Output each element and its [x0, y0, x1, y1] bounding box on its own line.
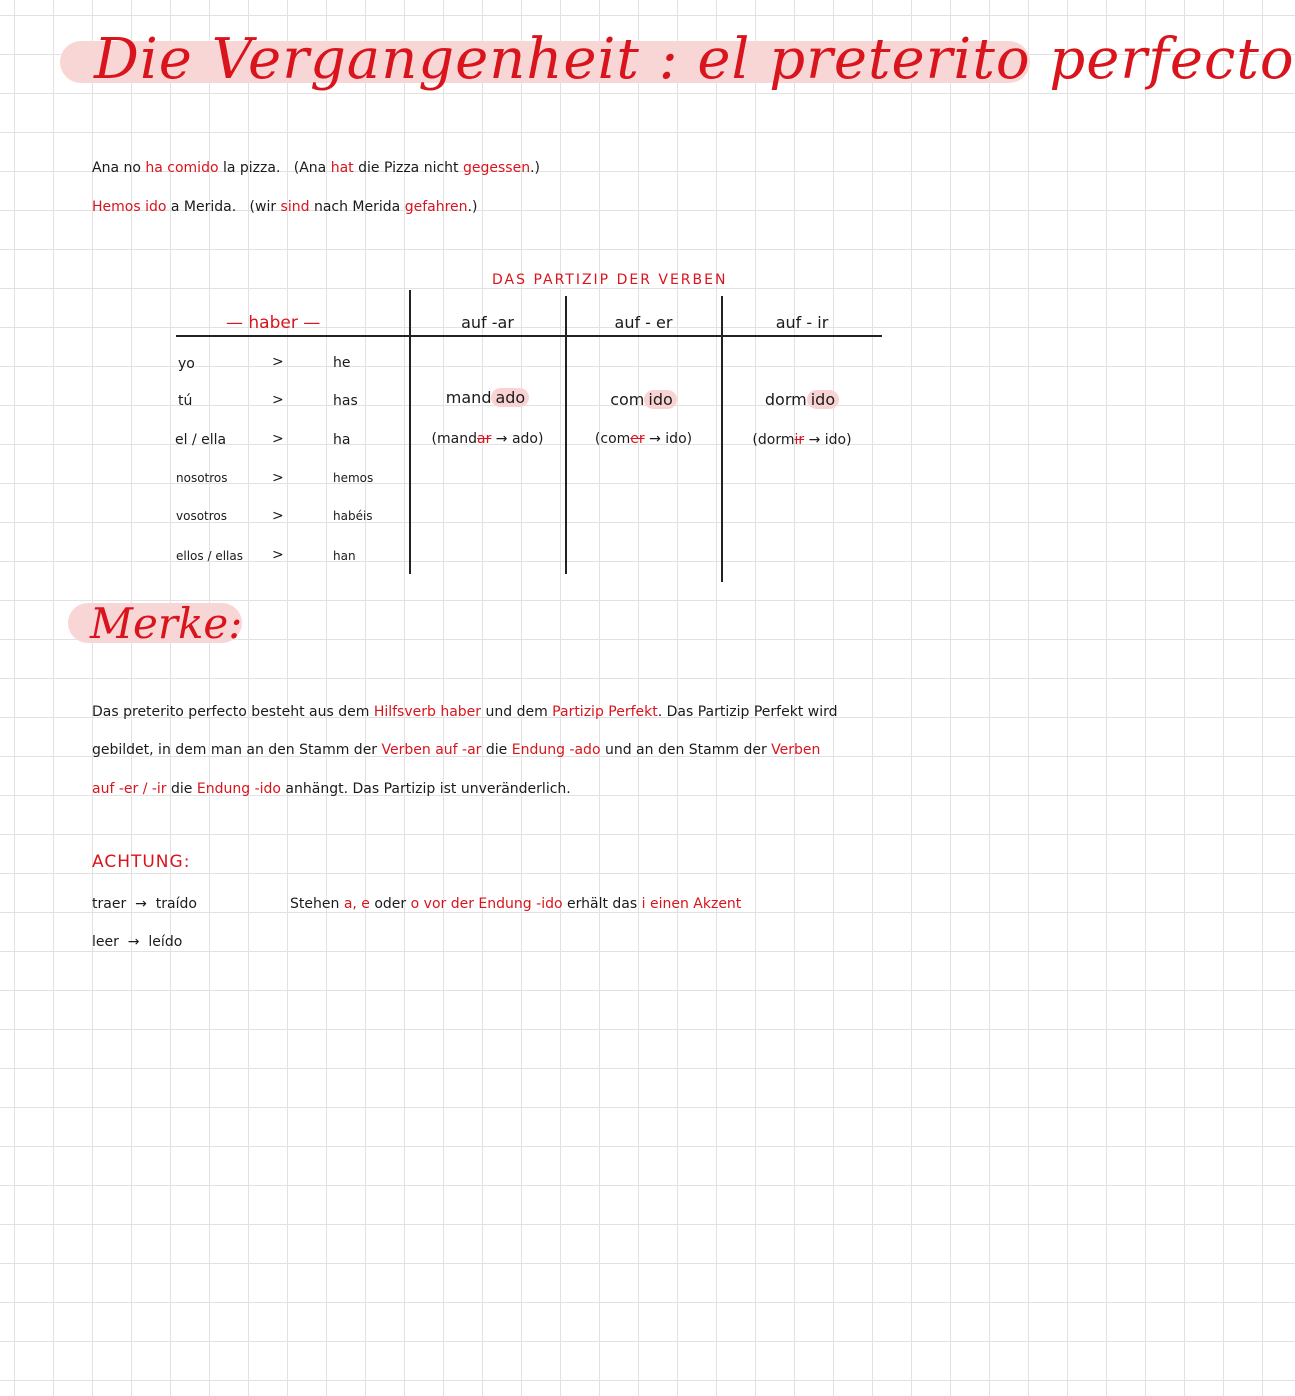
haber-form: han: [333, 549, 356, 563]
pronoun: tú: [178, 393, 193, 409]
rule-keyword: i: [641, 896, 646, 912]
merke-keyword: Verben: [771, 742, 821, 758]
achtung-rule: [290, 896, 741, 912]
example-text: a Merida.: [166, 199, 237, 215]
pronoun: vosotros: [176, 509, 228, 523]
rule-ir: [722, 432, 882, 448]
rule-text: erhält das: [562, 896, 642, 912]
haber-header: — haber —: [226, 313, 321, 333]
haber-form: habéis: [333, 509, 373, 523]
translation-text: (Ana: [293, 160, 331, 176]
participle-ending: ido: [644, 390, 676, 409]
participle-er: [566, 390, 721, 409]
example-verb-highlight: Hemos ido: [92, 199, 167, 215]
translation-text: (wir: [249, 199, 281, 215]
participle-ending: ido: [807, 390, 839, 409]
merke-keyword: Partizip Perfekt: [552, 704, 658, 720]
merke-heading: Merke:: [90, 599, 243, 648]
rule-crossed-ending: er: [630, 431, 645, 447]
merke-text: die: [481, 742, 512, 758]
rule-keyword: a, e: [343, 896, 370, 912]
rule-keyword: o: [410, 896, 420, 912]
pronoun: yo: [178, 356, 195, 372]
haber-form: he: [333, 355, 351, 371]
verb-infinitive: traer: [92, 896, 127, 912]
merke-text: und an den Stamm der: [600, 742, 772, 758]
arrow: >: [272, 431, 284, 447]
translation-verb-highlight: sind: [280, 199, 310, 215]
participle-stem: dorm: [764, 390, 807, 409]
haber-form: has: [333, 393, 358, 409]
table-caption: DAS PARTIZIP DER VERBEN: [492, 272, 728, 288]
merke-keyword: -ido: [254, 781, 281, 797]
rule-text: oder: [369, 896, 411, 912]
example-sentence-1: [92, 160, 540, 176]
translation-text: .): [530, 160, 540, 176]
translation-text: .): [467, 199, 478, 215]
translation-text: nach Merida: [309, 199, 405, 215]
merke-keyword: Endung: [196, 781, 251, 797]
achtung-example-2: [92, 934, 182, 950]
merke-text: und dem: [481, 704, 553, 720]
achtung-heading: ACHTUNG:: [92, 852, 191, 872]
rule-stem: (dorm: [752, 432, 795, 448]
rule-crossed-ending: ir: [794, 432, 805, 448]
pronoun: ellos / ellas: [176, 549, 243, 563]
merke-line-3: [92, 779, 571, 799]
example-verb-highlight: ha comido: [145, 160, 219, 176]
example-text: la pizza.: [218, 160, 281, 176]
merke-text: gebildet, in dem man an den Stamm der: [92, 742, 382, 758]
verb-participle: leído: [148, 934, 183, 950]
haber-form: hemos: [333, 471, 374, 485]
arrow: →: [135, 896, 147, 912]
merke-keyword: auf -er / -ir: [92, 781, 167, 797]
haber-form: ha: [333, 432, 351, 448]
pronoun: el / ella: [175, 432, 227, 448]
participle-stem: mand: [445, 388, 492, 407]
arrow: >: [272, 508, 284, 524]
page-title: Die Vergangenheit : el preterito perfecto: [94, 27, 1295, 92]
verb-infinitive: leer: [92, 934, 119, 950]
rule-ar: [410, 431, 565, 447]
example-sentence-2: [92, 199, 477, 215]
participle-ar: [410, 388, 565, 407]
participle-stem: com: [610, 390, 645, 409]
participle-ir: [722, 390, 882, 409]
rule-text: Stehen: [290, 896, 344, 912]
arrow: >: [272, 392, 284, 408]
merke-text: die: [166, 781, 197, 797]
translation-verb-highlight: gegessen: [463, 160, 531, 176]
arrow: >: [272, 354, 284, 370]
translation-verb-highlight: gefahren: [404, 199, 468, 215]
rule-new-ending: → ido): [644, 431, 693, 447]
rule-stem: (mand: [431, 431, 477, 447]
rule-er: [566, 431, 721, 447]
rule-keyword: einen Akzent: [649, 896, 742, 912]
translation-verb-highlight: hat: [330, 160, 354, 176]
merke-text: . Das Partizip Perfekt wird: [657, 704, 838, 720]
merke-keyword: Endung: [511, 742, 565, 758]
rule-keyword: -ido: [536, 896, 563, 912]
column-header-er: auf - er: [614, 313, 673, 332]
arrow: >: [272, 470, 284, 486]
rule-keyword: vor der Endung: [423, 896, 532, 912]
merke-text: Das preterito perfecto besteht aus dem: [92, 704, 374, 720]
achtung-example-1: [92, 896, 197, 912]
column-header-ir: auf - ir: [775, 313, 829, 332]
merke-keyword: Verben auf -ar: [381, 742, 482, 758]
rule-new-ending: → ado): [491, 431, 544, 447]
participle-ending: ado: [491, 388, 529, 407]
arrow: >: [272, 547, 284, 563]
pronoun: nosotros: [176, 471, 228, 485]
verb-participle: traído: [155, 896, 197, 912]
translation-text: die Pizza nicht: [353, 160, 463, 176]
rule-crossed-ending: ar: [476, 431, 492, 447]
rule-stem: (com: [594, 431, 631, 447]
rule-new-ending: → ido): [804, 432, 852, 448]
table-header-rule: [176, 335, 882, 337]
merke-line-1: [92, 702, 837, 722]
arrow: →: [127, 934, 140, 950]
example-text: Ana no: [92, 160, 146, 176]
merke-keyword: -ado: [569, 742, 601, 758]
column-header-ar: auf -ar: [461, 313, 514, 332]
merke-text: anhängt. Das Partizip ist unveränderlich.: [280, 781, 571, 797]
merke-keyword: Hilfsverb haber: [373, 704, 482, 720]
merke-line-2: [92, 740, 820, 760]
